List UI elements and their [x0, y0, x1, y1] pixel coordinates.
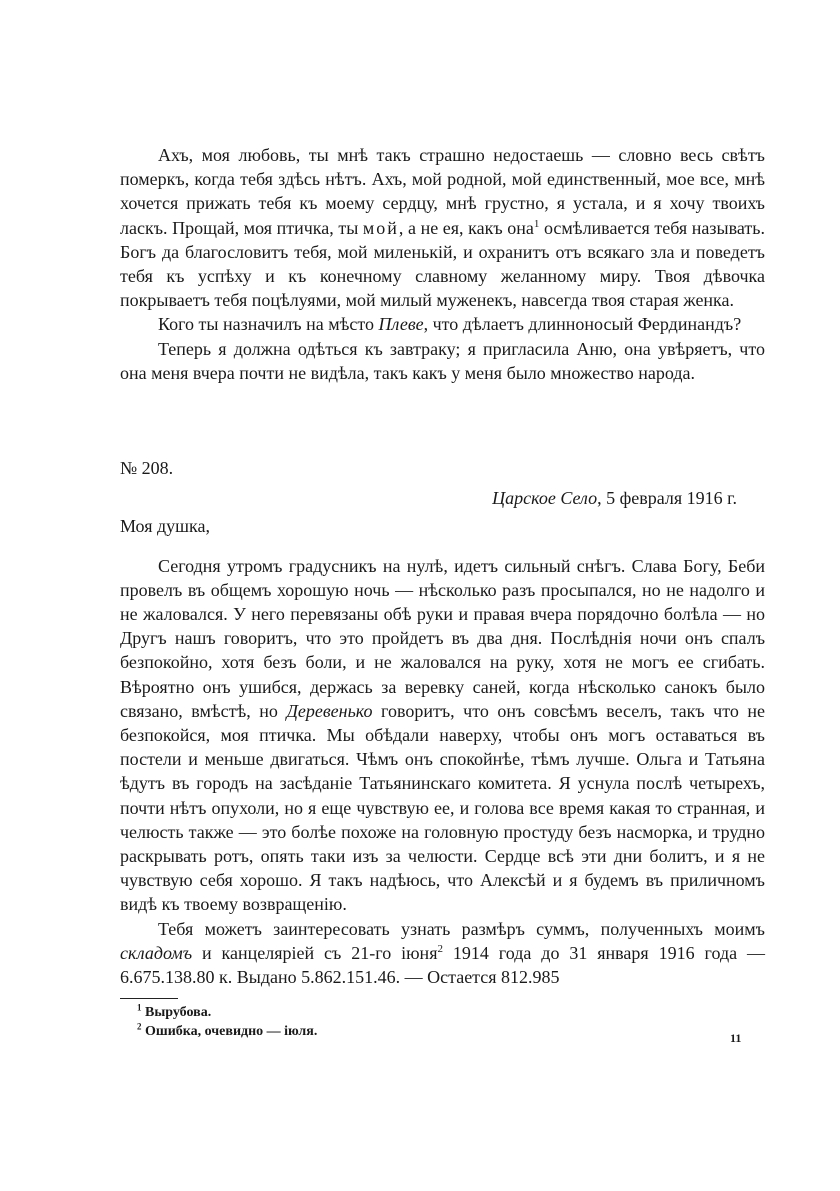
text-run: , что дѣлаетъ длинноносый Фердинандъ?: [423, 314, 742, 335]
footnote-mark: 2: [137, 1021, 142, 1032]
letter-salutation: Моя душка,: [120, 516, 210, 537]
text-run: , а не ея, какъ она: [398, 217, 534, 238]
letter-place-date: [120, 486, 765, 510]
footnote-text: Ошибка, очевидно — іюля.: [141, 1024, 318, 1040]
italic-name-derevenko: Деревенько: [286, 700, 373, 721]
italic-word-sklad: складомъ: [120, 942, 193, 963]
text-run: 1914 года до 31 января 1916 года — 6.675.138.80 к. Выдано 5.862.151.46. — Остается 812.985: [120, 942, 766, 988]
letter-paragraph-1: [120, 554, 765, 917]
letter-date: , 5 февраля 1916 г.: [597, 488, 737, 509]
page-number: 11: [730, 1031, 742, 1045]
text-run: говоритъ, что онъ совсѣмъ веселъ, такъ что не безпокойся, моя птичка. Мы обѣдали наверху, чтобы онъ могъ оставаться въ постели и меньше двигаться. Чѣмъ онъ спокойнѣе, тѣмъ лучше. Ольга и Татьяна ѣдутъ въ городъ на засѣданіе Татьянинскаго комитета. Я уснула послѣ четырехъ, почти нѣтъ опухоли, но я еще чувствую ее, и голова все время какая то странная, и челюсть также — это болѣе похоже на головную простуду безъ насморка, и трудно раскрывать ротъ, опять таки изъ за челюсти. Сердце всѣ эти дни болитъ, и я не чувствую себя хорошо. Я такъ надѣюсь, что Алексѣй и я будемъ въ приличномъ видѣ къ твоему возвращенію.: [120, 700, 765, 915]
letter-place: Царское Село: [492, 488, 598, 509]
text-run: Тебя можетъ заинтересовать узнать размѣръ суммъ, полученныхъ моимъ: [158, 918, 765, 939]
spacer: [120, 385, 765, 456]
footnote-mark: 1: [137, 1002, 142, 1013]
italic-name-pleve: Плеве: [378, 314, 424, 335]
footnote-ref-2: 2: [437, 942, 443, 955]
text-run: Сегодня утромъ градусникъ на нулѣ, идетъ сильный снѣгъ. Слава Богу, Беби провелъ въ общемъ хорошую ночь — нѣсколько разъ просыпался, но не надолго и не жаловался. У него перевязаны обѣ руки и правая вчера порядочно болѣла — но Другъ нашъ говоритъ, что это пройдетъ въ два дня. Послѣднія ночи онъ спалъ безпокойно, хотя безъ боли, и не жаловался на руку, хотя не могъ ее сгибать. Вѣроятно онъ ушибся, держась за веревку саней, когда нѣсколько санокъ было связано, вмѣстѣ, но: [120, 555, 765, 721]
footnote-1: [120, 1003, 765, 1022]
footnote-text: Вырубова.: [141, 1005, 212, 1021]
footnote-divider: [120, 998, 178, 999]
paragraph-closing-endearments: [120, 143, 765, 312]
footnote-ref-1: 1: [533, 217, 540, 230]
book-page: [120, 143, 765, 1041]
text-run: осмѣливается тебя называть. Богъ да благословитъ тебя, мой миленькій, и охранитъ отъ всякаго зла и поведетъ тебя къ успѣху и къ конечному славному желанному миру. Твоя дѣвочка покрываетъ тебя поцѣлуями, мой милый муженекъ, навсегда твоя старая женка.: [120, 217, 765, 311]
letter-number: № 208.: [120, 458, 174, 479]
text-run: и канцеляріей съ 21-го іюня: [192, 942, 438, 963]
letter-paragraph-2: [120, 917, 765, 990]
paragraph-question: [120, 312, 765, 336]
footnote-2: [120, 1022, 765, 1041]
paragraph-breakfast: Теперь я должна одѣться къ завтраку; я пригласила Аню, она увѣряетъ, что она меня вчера почти не видѣла, такъ какъ у меня было множество народа.: [120, 338, 765, 383]
text-run: Ахъ, моя любовь, ты мнѣ такъ страшно недостаешь — словно весь свѣтъ померкъ, когда тебя здѣсь нѣтъ. Ахъ, мой родной, мой единственный, мое все, мнѣ хочется прижать тебя къ моему сердцу, мнѣ грустно, я устала, и я хочу твоихъ ласкъ. Прощай, моя птичка, ты: [120, 145, 765, 238]
text-run: Кого ты назначилъ на мѣсто: [158, 314, 379, 335]
emphasized-word: мой: [362, 217, 399, 238]
